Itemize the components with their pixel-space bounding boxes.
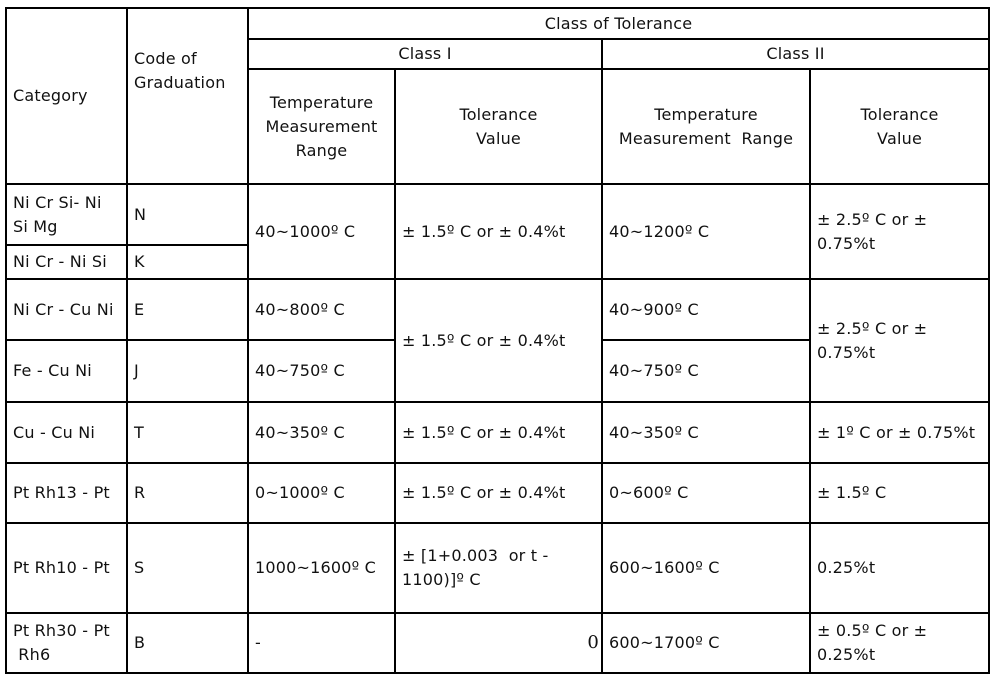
value-cell: 40~750º C xyxy=(602,340,810,402)
value-cell: 40~350º C xyxy=(248,402,395,463)
header-temp-range-class-1: Temperature Measurement Range xyxy=(248,69,395,184)
header-code-of-graduation: Code of Graduation xyxy=(127,8,248,184)
value-cell: ± 1.5º C or ± 0.4%t xyxy=(395,184,602,279)
category-cell: Ni Cr - Cu Ni xyxy=(6,279,127,340)
value-cell: 600~1600º C xyxy=(602,523,810,613)
header-class-2: Class II xyxy=(602,39,989,69)
value-cell: ± 1º C or ± 0.75%t xyxy=(810,402,989,463)
value-cell: ± 1.5º C or ± 0.4%t xyxy=(395,463,602,523)
category-cell: Ni Cr Si- Ni Si Mg xyxy=(6,184,127,245)
code-cell: K xyxy=(127,245,248,279)
value-cell: ± 2.5º C or ± 0.75%t xyxy=(810,184,989,279)
value-cell: 0.25%t xyxy=(810,523,989,613)
category-cell: Ni Cr - Ni Si xyxy=(6,245,127,279)
value-cell: 40~750º C xyxy=(248,340,395,402)
header-class-1: Class I xyxy=(248,39,602,69)
category-cell: Pt Rh13 - Pt xyxy=(6,463,127,523)
category-cell: Pt Rh10 - Pt xyxy=(6,523,127,613)
code-cell: E xyxy=(127,279,248,340)
header-temp-range-class-2: Temperature Measurement Range xyxy=(602,69,810,184)
code-cell: S xyxy=(127,523,248,613)
value-cell: ± 1.5º C or ± 0.4%t xyxy=(395,402,602,463)
value-cell: 40~350º C xyxy=(602,402,810,463)
value-cell: 0 xyxy=(395,613,602,673)
code-cell: B xyxy=(127,613,248,673)
value-cell: 1000~1600º C xyxy=(248,523,395,613)
value-cell: 40~900º C xyxy=(602,279,810,340)
value-cell: 40~1000º C xyxy=(248,184,395,279)
value-cell: ± 2.5º C or ± 0.75%t xyxy=(810,279,989,402)
header-tolerance-value-class-2: Tolerance Value xyxy=(810,69,989,184)
code-cell: N xyxy=(127,184,248,245)
tolerance-table xyxy=(5,7,990,674)
value-cell: 0~600º C xyxy=(602,463,810,523)
code-cell: T xyxy=(127,402,248,463)
category-cell: Cu - Cu Ni xyxy=(6,402,127,463)
value-cell: ± [1+0.003 or t - 1100)]º C xyxy=(395,523,602,613)
value-cell: - xyxy=(248,613,395,673)
header-tolerance-value-class-1: Tolerance Value xyxy=(395,69,602,184)
code-cell: J xyxy=(127,340,248,402)
value-cell: 40~800º C xyxy=(248,279,395,340)
value-cell: ± 1.5º C or ± 0.4%t xyxy=(395,279,602,402)
header-category: Category xyxy=(6,8,127,184)
header-class-of-tolerance: Class of Tolerance xyxy=(248,8,989,39)
code-cell: R xyxy=(127,463,248,523)
value-cell: 0~1000º C xyxy=(248,463,395,523)
category-cell: Fe - Cu Ni xyxy=(6,340,127,402)
value-cell: 600~1700º C xyxy=(602,613,810,673)
value-cell: 40~1200º C xyxy=(602,184,810,279)
value-cell: ± 0.5º C or ± 0.25%t xyxy=(810,613,989,673)
category-cell: Pt Rh30 - Pt Rh6 xyxy=(6,613,127,673)
value-cell: ± 1.5º C xyxy=(810,463,989,523)
